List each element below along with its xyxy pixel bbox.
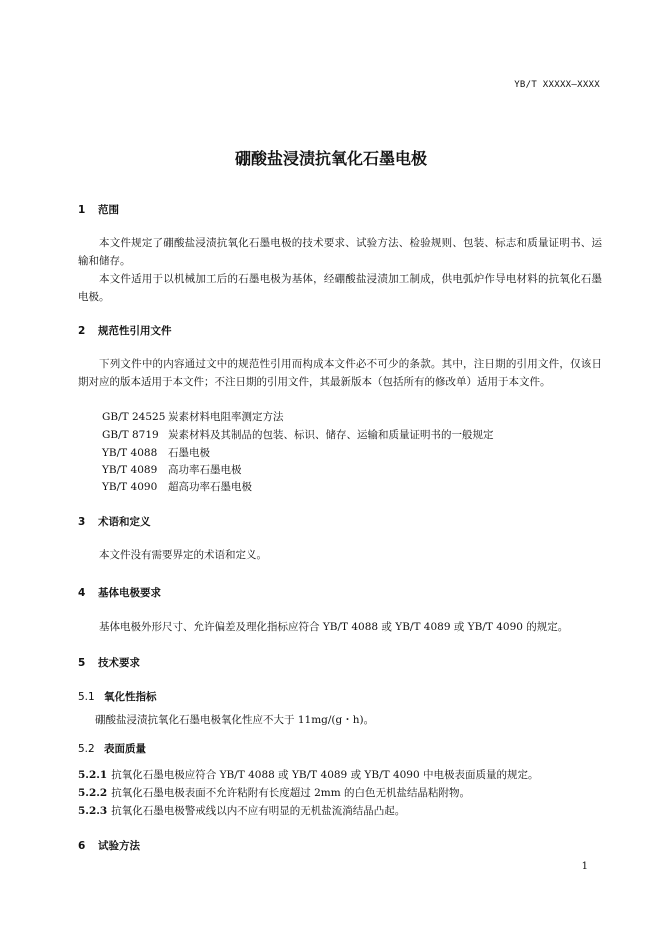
page-number: 1 [581,861,588,872]
clause-number: 5.2.3 [78,805,108,817]
reference-code: YB/T 4089 [102,464,158,476]
subsection-number: 5.1 [78,691,95,703]
section-number: 1 [78,204,86,216]
section-number: 2 [78,325,86,337]
section-number: 3 [78,516,86,528]
reference-name: 高功率石墨电极 [168,464,242,476]
section-title: 规范性引用文件 [98,325,172,337]
clause-item [78,803,405,818]
reference-name: 炭素材料电阻率测定方法 [168,411,284,423]
reference-code: YB/T 4090 [102,481,158,493]
reference-code: YB/T 4088 [102,447,158,459]
subsection-title: 氧化性指标 [104,691,157,703]
reference-item [102,409,284,424]
clause-text: 抗氧化石墨电极表面不允许粘附有长度超过 2mm 的白色无机盐结晶粘附物。 [111,787,471,799]
reference-item [102,445,210,460]
clause-text: 抗氧化石墨电极应符合 YB/T 4088 或 YB/T 4089 或 YB/T 4090 中电极表面质量的规定。 [111,769,539,781]
clause-item [78,785,470,800]
clause-text: 抗氧化石墨电极警戒线以内不应有明显的无机盐流淌结晶凸起。 [111,805,406,817]
section-number: 5 [78,657,86,669]
section-title: 范围 [98,204,119,216]
section-number: 4 [78,587,86,599]
section-title: 试验方法 [98,840,140,852]
paragraph: 本文件规定了硼酸盐浸渍抗氧化石墨电极的技术要求、试验方法、检验规则、包装、标志和质量证明书、运输和储存。 [78,237,602,267]
reference-name: 炭素材料及其制品的包装、标识、储存、运输和质量证明书的一般规定 [168,429,494,441]
clause-item [78,767,539,782]
section-title: 基体电极要求 [98,587,161,599]
section-heading-4 [78,585,161,600]
clause-number: 5.2.1 [78,769,108,781]
section-heading-5 [78,655,140,670]
paragraph: 本文件适用于以机械加工后的石墨电极为基体，经硼酸盐浸渍加工制成，供电弧炉作导电材料的抗氧化石墨电极。 [78,273,602,303]
reference-name: 石墨电极 [168,447,210,459]
reference-item [102,462,242,477]
paragraph: 硼酸盐浸渍抗氧化石墨电极氧化性应不大于 11mg/(g・h)。 [95,714,375,726]
subsection-heading-5-1 [78,689,157,704]
document-title: 硼酸盐浸渍抗氧化石墨电极 [234,149,427,168]
subsection-heading-5-2 [78,741,146,756]
paragraph: 基体电极外形尺寸、允许偏差及理化指标应符合 YB/T 4088 或 YB/T 4089 或 YB/T 4090 的规定。 [99,621,569,633]
reference-code: GB/T 8719 [102,429,159,441]
reference-item [102,479,252,494]
paragraph: 下列文件中的内容通过文中的规范性引用而构成本文件必不可少的条款。其中，注日期的引用文件，仅该日期对应的版本适用于本文件；不注日期的引用文件，其最新版本（包括所有的修改单）适用于本文件。 [78,358,602,388]
clause-number: 5.2.2 [78,787,108,799]
section-heading-1 [78,202,119,217]
paragraph: 本文件没有需要界定的术语和定义。 [99,549,267,561]
subsection-number: 5.2 [78,743,95,755]
section-title: 技术要求 [98,657,140,669]
reference-name: 超高功率石墨电极 [168,481,252,493]
section-number: 6 [78,840,86,852]
section-title: 术语和定义 [98,516,151,528]
section-heading-3 [78,514,151,529]
reference-code: GB/T 24525 [102,411,166,423]
section-heading-6 [78,838,140,853]
standard-number: YB/T XXXXX—XXXX [514,80,600,90]
subsection-title: 表面质量 [104,743,146,755]
section-heading-2 [78,323,172,338]
reference-item [102,427,494,442]
